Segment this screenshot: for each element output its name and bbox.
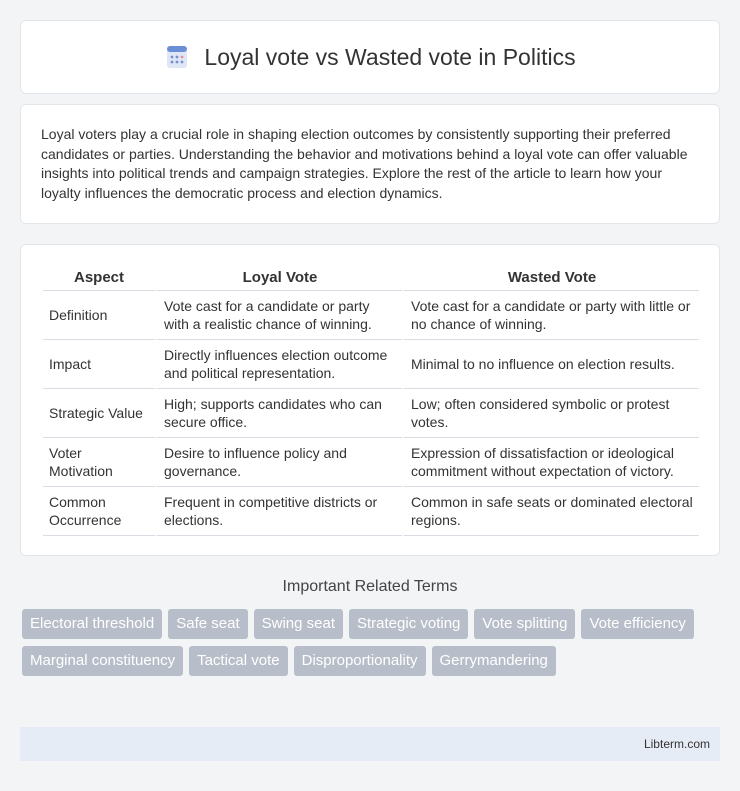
comparison-table	[43, 263, 699, 536]
comparison-table-card	[20, 244, 720, 556]
table-cell-loyal: Frequent in competitive districts or elections.	[155, 487, 402, 536]
table-cell-loyal: High; supports candidates who can secure office.	[155, 389, 402, 438]
table-cell-aspect: Impact	[43, 340, 155, 389]
table-cell-wasted: Low; often considered symbolic or protest votes.	[402, 389, 699, 438]
related-term-tag[interactable]: Tactical vote	[189, 646, 288, 676]
table-cell-aspect: Strategic Value	[43, 389, 155, 438]
related-term-tag[interactable]: Strategic voting	[349, 609, 468, 639]
table-cell-aspect: Voter Motivation	[43, 438, 155, 487]
table-cell-loyal: Vote cast for a candidate or party with a realistic chance of winning.	[155, 291, 402, 340]
table-cell-aspect: Definition	[43, 291, 155, 340]
related-term-tag[interactable]: Disproportionality	[294, 646, 426, 676]
table-header-row	[43, 263, 699, 291]
related-terms-list	[22, 609, 722, 676]
footer-site-link[interactable]: Libterm.com	[643, 737, 710, 751]
related-term-tag[interactable]: Marginal constituency	[22, 646, 183, 676]
header-card	[20, 20, 720, 94]
table-row	[43, 487, 699, 536]
footer	[20, 727, 720, 761]
table-row	[43, 438, 699, 487]
related-term-tag[interactable]: Vote efficiency	[581, 609, 693, 639]
title-wrap	[164, 44, 575, 71]
table-cell-wasted: Common in safe seats or dominated electoral regions.	[402, 487, 699, 536]
table-cell-wasted: Vote cast for a candidate or party with little or no chance of winning.	[402, 291, 699, 340]
table-row	[43, 389, 699, 438]
table-row	[43, 291, 699, 340]
related-term-tag[interactable]: Swing seat	[254, 609, 343, 639]
table-cell-wasted: Minimal to no influence on election results.	[402, 340, 699, 389]
intro-paragraph: Loyal voters play a crucial role in shaping election outcomes by consistently supporting their preferred candidates or parties. Understanding the behavior and motivations behind a loyal vote can offer valuable insights into political trends and campaign strategies. Explore the rest of the article to learn how your loyalty influences the democratic process and election dynamics.	[41, 126, 688, 201]
table-cell-wasted: Expression of dissatisfaction or ideological commitment without expectation of victory.	[402, 438, 699, 487]
table-cell-loyal: Desire to influence policy and governance.	[155, 438, 402, 487]
column-header-aspect: Aspect	[43, 263, 155, 291]
column-header-loyal-vote: Loyal Vote	[155, 263, 402, 291]
document-list-icon	[164, 44, 190, 70]
table-cell-loyal: Directly influences election outcome and political representation.	[155, 340, 402, 389]
table-row	[43, 340, 699, 389]
page-title: Loyal vote vs Wasted vote in Politics	[204, 43, 576, 70]
related-terms-title: Important Related Terms	[282, 578, 458, 595]
related-term-tag[interactable]: Electoral threshold	[22, 609, 162, 639]
related-term-tag[interactable]: Safe seat	[168, 609, 247, 639]
table-cell-aspect: Common Occurrence	[43, 487, 155, 536]
related-term-tag[interactable]: Vote splitting	[474, 609, 575, 639]
column-header-wasted-vote: Wasted Vote	[402, 263, 699, 291]
intro-card	[20, 104, 720, 224]
related-term-tag[interactable]: Gerrymandering	[432, 646, 556, 676]
